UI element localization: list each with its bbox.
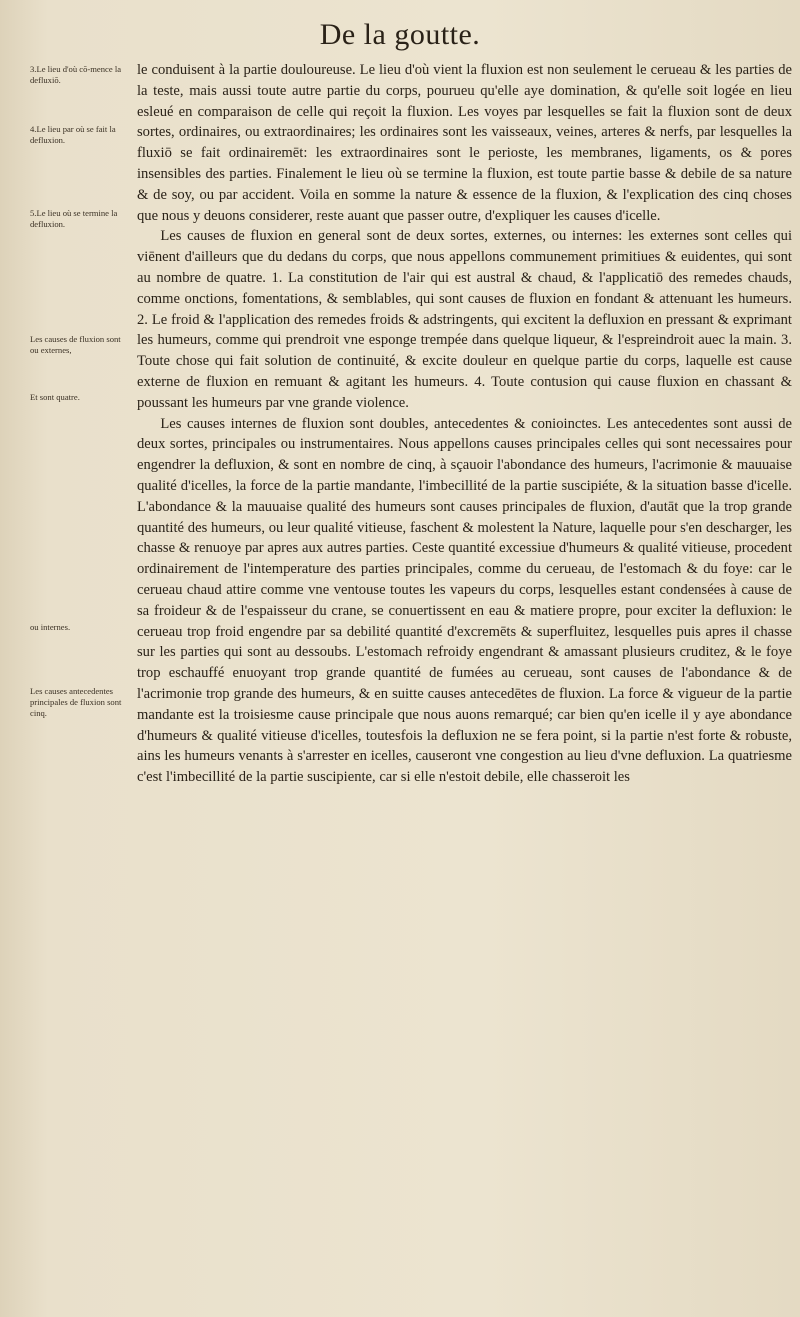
- margin-note: 5.Le lieu où se termine la defluxion.: [30, 208, 118, 229]
- running-header: De la goutte.: [319, 18, 481, 51]
- paragraph: Les causes internes de fluxion sont doubles, antecedentes & conioinctes. Les antecedentes sont aussi de deux sortes, principales ou instrumentaires. Nous appellons causes principales celles qui sont necessaires pour engendrer la defluxion, & sont en nombre de cinq, à sçauoir l'abondance des humeurs, l'acrimonie & mauuaise qualité d'icelles, la force de la partie mandante, l'imbecillité de la partie suscipiéte, & la situation basse d'icelle. L'abondance & la mauuaise qualité des humeurs sont causes principales de fluxion, d'autāt que la trop grande quantité des humeurs, ou leur qualité vitieuse, faschent & molestent la Nature, laquelle pour s'en descharger, les chasse & renuoye par apres aux autres parties. Ceste quantité excessiue d'humeurs & qualité vitieuse, procedent ordinairement de l'intemperature des parties principales, comme du cerueau, de l'estomach & du foye: car le cerueau chaud attire comme vne ventouse toutes les vapeurs du corps, lesquelles estant condensées à cause de sa froideur & de l'espaisseur du crane, se conuertissent en eau & matiere propre, pour exciter la defluxion: le cerueau trop froid engendre par sa debilité quantité d'excremēts & superfluitez, lesquelles puis apres il chasse sur les parties qui sont au dessoubs. L'estomach refroidy engendrant & amassant plusieurs cruditez, & le foye trop eschauffé enuoyant trop grande quantité de fumées au cerueau, sont causes de l'abondance & de l'acrimonie trop grande des humeurs, & en suitte causes antecedētes de fluxion. La force & vigueur de la partie mandante est la troisiesme cause principale que nous auons remarqué; car bien qu'en icelle il y aye abondance d'humeurs & qualité vitieuse d'icelles, toutesfois la defluxion ne se fera point, si la partie n'est forte & robuste, ains les humeurs venants à s'arrester en icelles, causeront vne congestion au lieu d'vne defluxion. La quatriesme c'est l'imbecillité de la partie suscipiente, car si elle n'estoit debile, elle chasseroit les: [137, 415, 792, 786]
- margin-note: Les causes de fluxion sont ou externes,: [30, 334, 121, 355]
- body-text: [137, 60, 792, 788]
- margin-notes: [0, 0, 132, 1317]
- margin-note: Et sont quatre.: [30, 392, 80, 402]
- paragraph: le conduisent à la partie douloureuse. Le lieu d'où vient la fluxion est non seulement le cerueau & les parties de la teste, mais aussi toute autre partie du corps, pourueu qu'elle aye domination, & qu'elle soit logée en lieu esleué en comparaison de celle qui reçoit la fluxion. Les voyes par lesquelles se fait la fluxion sont de deux sortes, ordinaires, ou extraordinaires; les ordinaires sont les vaisseaux, veines, arteres & nerfs, par lesquelles la fluxiō se fait ordinairemēt: les extraordinaires sont le perioste, les membranes, ligaments, os & pores insensibles des parties. Finalement le lieu où se termine la fluxion, est toute partie basse & debile de sa nature & de soy, ou par accident. Voila en somme la nature & essence de la fluxion, & l'explication des cinq choses que nous y deuons considerer, reste auant que passer outre, d'expliquer les causes d'icelle.: [137, 62, 792, 224]
- margin-note: 4.Le lieu par où se fait la defluxion.: [30, 124, 116, 145]
- margin-note: ou internes.: [30, 622, 71, 632]
- margin-note: Les causes antecedentes principales de fluxion sont cinq.: [30, 686, 122, 718]
- paragraph: Les causes de fluxion en general sont de deux sortes, externes, ou internes: les externes sont celles qui viēnent d'ailleurs que du dedans du corps, que nous appellons communement primitiues & euidentes, qui sont au nombre de quatre. 1. La constitution de l'air qui est austral & chaud, & l'applicatiō des remedes chauds, comme onctions, fomentations, & semblables, qui sont causes de fluxion en fondant & attenuant les humeurs. 2. Le froid & l'application des remedes froids & adstringents, qui excitent la defluxion en pressant & exprimant les humeurs, comme qui prendroit vne esponge trempée dans quelque liqueur, & l'espreindroit auec la main. 3. Toute chose qui fait solution de continuité, & excite douleur en quelque partie du corps, laquelle est cause externe de fluxion en remuant & agitant les humeurs. 4. Toute contusion qui cause fluxion en chassant & poussant les humeurs par vne grande violence.: [137, 228, 792, 411]
- margin-note: 3.Le lieu d'où cō-mence la defluxiō.: [30, 64, 122, 85]
